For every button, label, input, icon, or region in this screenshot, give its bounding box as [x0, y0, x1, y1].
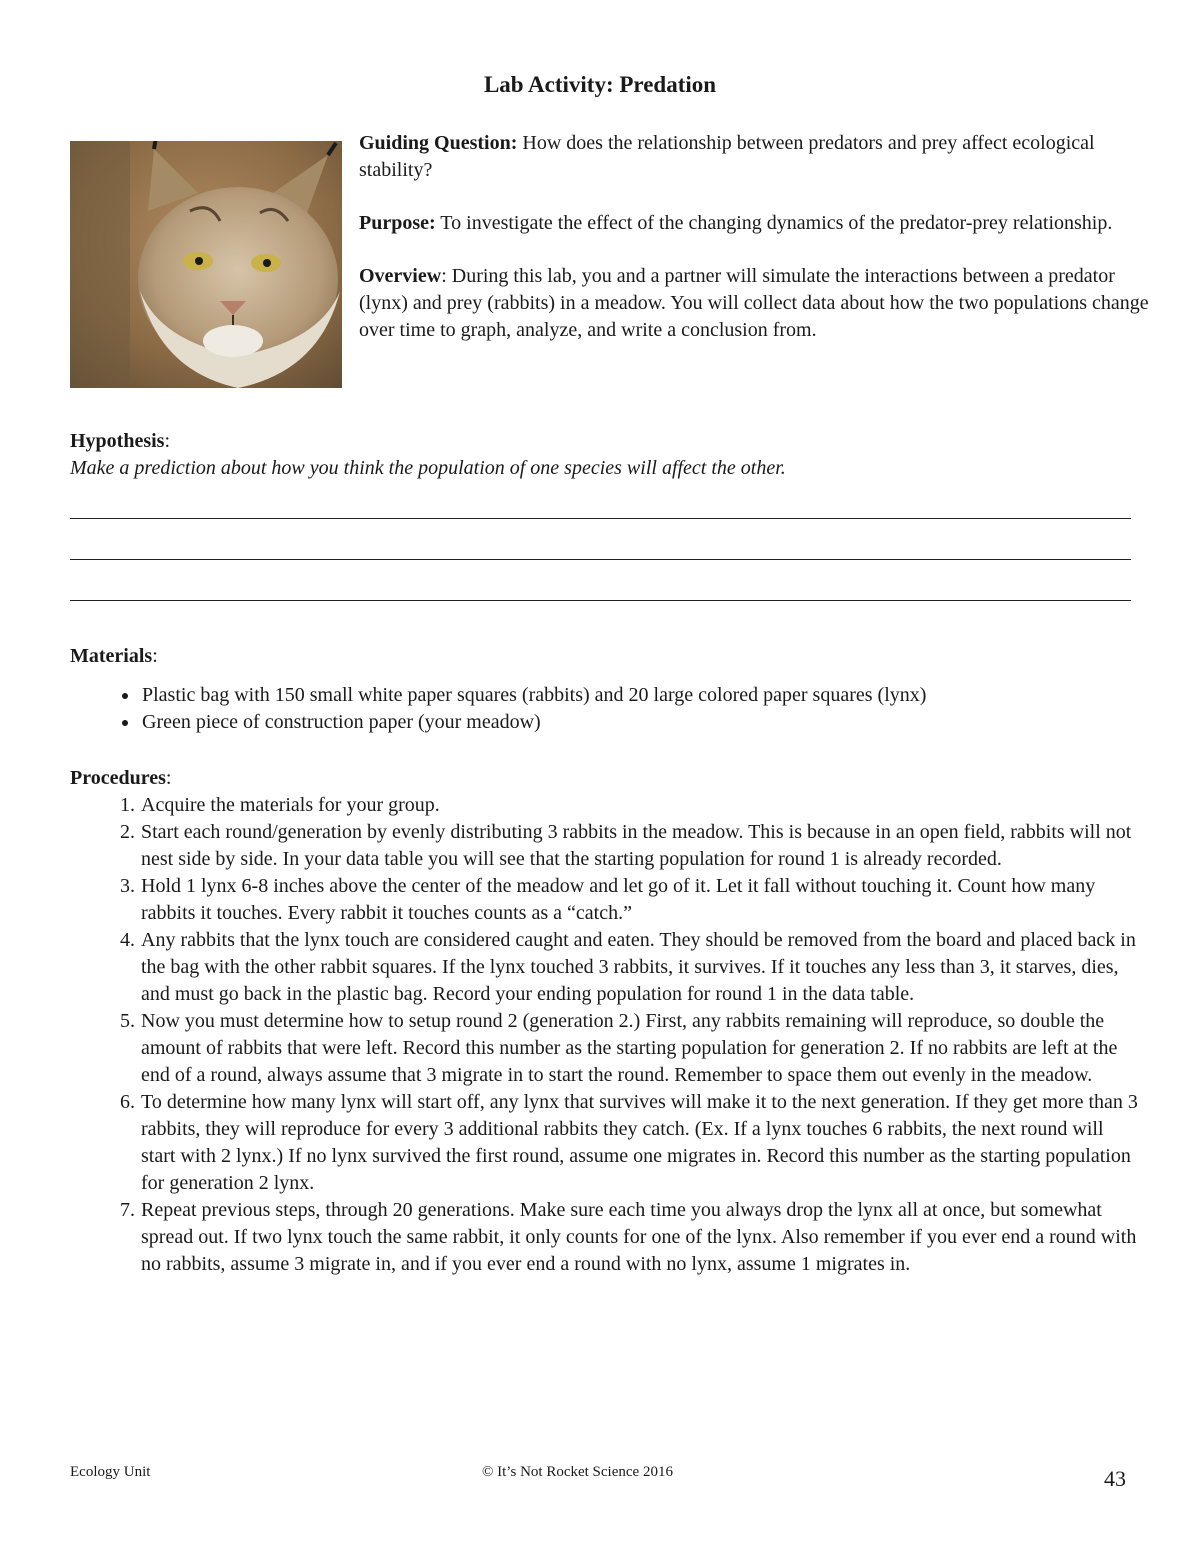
materials-colon: :: [152, 645, 158, 667]
answer-line: [70, 559, 1131, 560]
procedures-colon: :: [165, 767, 172, 789]
footer-copyright: © It’s Not Rocket Science 2016: [482, 1464, 673, 1480]
list-item: 7. Repeat previous steps, through 20 generations. Make sure each time you always drop the lynx all at once, but somewhat spread out. If two lynx touch the same rabbit, it only counts for one of the lynx. Also remember if you ever end a round with no rabbits, assume 3 migrate in, and if you ever end a round with no lynx, assume 1 migrates in.: [140, 1197, 1140, 1278]
footer-unit: Ecology Unit: [70, 1464, 151, 1480]
materials-label: Materials: [70, 645, 153, 667]
overview-label: Overview: [359, 265, 442, 287]
list-item: 3. Hold 1 lynx 6-8 inches above the center of the meadow and let go of it. Let it fall without touching it. Count how many rabbits it touches. Every rabbit it touches counts as a “catch.”: [140, 873, 1140, 927]
list-item: 1. Acquire the materials for your group.: [140, 792, 1140, 819]
procedures-label: Procedures: [70, 767, 166, 789]
purpose-text: To investigate the effect of the changing dynamics of the predator-prey relationship.: [435, 212, 1113, 234]
overview: [359, 263, 1149, 344]
materials-section: [70, 643, 1140, 736]
hypothesis-prompt: Make a prediction about how you think the population of one species will affect the other.: [70, 457, 786, 479]
guiding-question-label: Guiding Question:: [359, 132, 518, 154]
page-number: 43: [1104, 1466, 1126, 1491]
list-item: 5. Now you must determine how to setup round 2 (generation 2.) First, any rabbits remaining will reproduce, so double the amount of rabbits that were left. Record this number as the starting population for generation 2. If no rabbits are left at the end of a round, always assume that 3 migrate in to start the round. Remember to space them out evenly in the meadow.: [140, 1008, 1140, 1089]
procedures-list: [70, 792, 1140, 1278]
page-title: Lab Activity: Predation: [483, 72, 717, 97]
hypothesis-section: [70, 428, 1140, 482]
materials-list: [70, 682, 1140, 736]
hypothesis-colon: :: [164, 430, 171, 452]
procedures-section: [70, 765, 1140, 1278]
list-item: 6. To determine how many lynx will start off, any lynx that survives will make it to the next generation. If they get more than 3 rabbits, they will reproduce for every 3 additional rabbits they catch. (Ex. If a lynx touches 6 rabbits, the next round will start with 2 lynx.) If no lynx survived the first round, assume one migrates in. Record this number as the starting population for generation 2 lynx.: [140, 1089, 1140, 1197]
purpose-label: Purpose:: [359, 212, 436, 234]
lynx-photo-icon: [70, 141, 342, 388]
list-item: 4. Any rabbits that the lynx touch are considered caught and eaten. They should be removed from the board and placed back in the bag with the other rabbit squares. If the lynx touched 3 rabbits, it survives. If it touches any less than 3, it starves, dies, and must go back in the plastic bag. Record your ending population for round 1 in the data table.: [140, 927, 1140, 1008]
guiding-question: [359, 130, 1149, 184]
purpose: [359, 210, 1149, 237]
answer-line: [70, 518, 1131, 519]
intro-section: [359, 130, 1149, 370]
answer-line: [70, 600, 1131, 601]
list-item: • Plastic bag with 150 small white paper squares (rabbits) and 20 large colored paper squares (lynx): [140, 682, 1140, 709]
guiding-question-text: How does the relationship between predators and prey affect ecological stability?: [359, 132, 1095, 181]
list-item: • Green piece of construction paper (your meadow): [140, 709, 1140, 736]
hypothesis-label: Hypothesis: [70, 430, 165, 452]
list-item: 2. Start each round/generation by evenly distributing 3 rabbits in the meadow. This is because in an open field, rabbits will not nest side by side. In your data table you will see that the starting population for round 1 is already recorded.: [140, 819, 1140, 873]
overview-text: : During this lab, you and a partner will simulate the interactions between a predator (lynx) and prey (rabbits) in a meadow. You will collect data about how the two populations change over time to graph, analyze, and write a conclusion from.: [359, 265, 1149, 341]
